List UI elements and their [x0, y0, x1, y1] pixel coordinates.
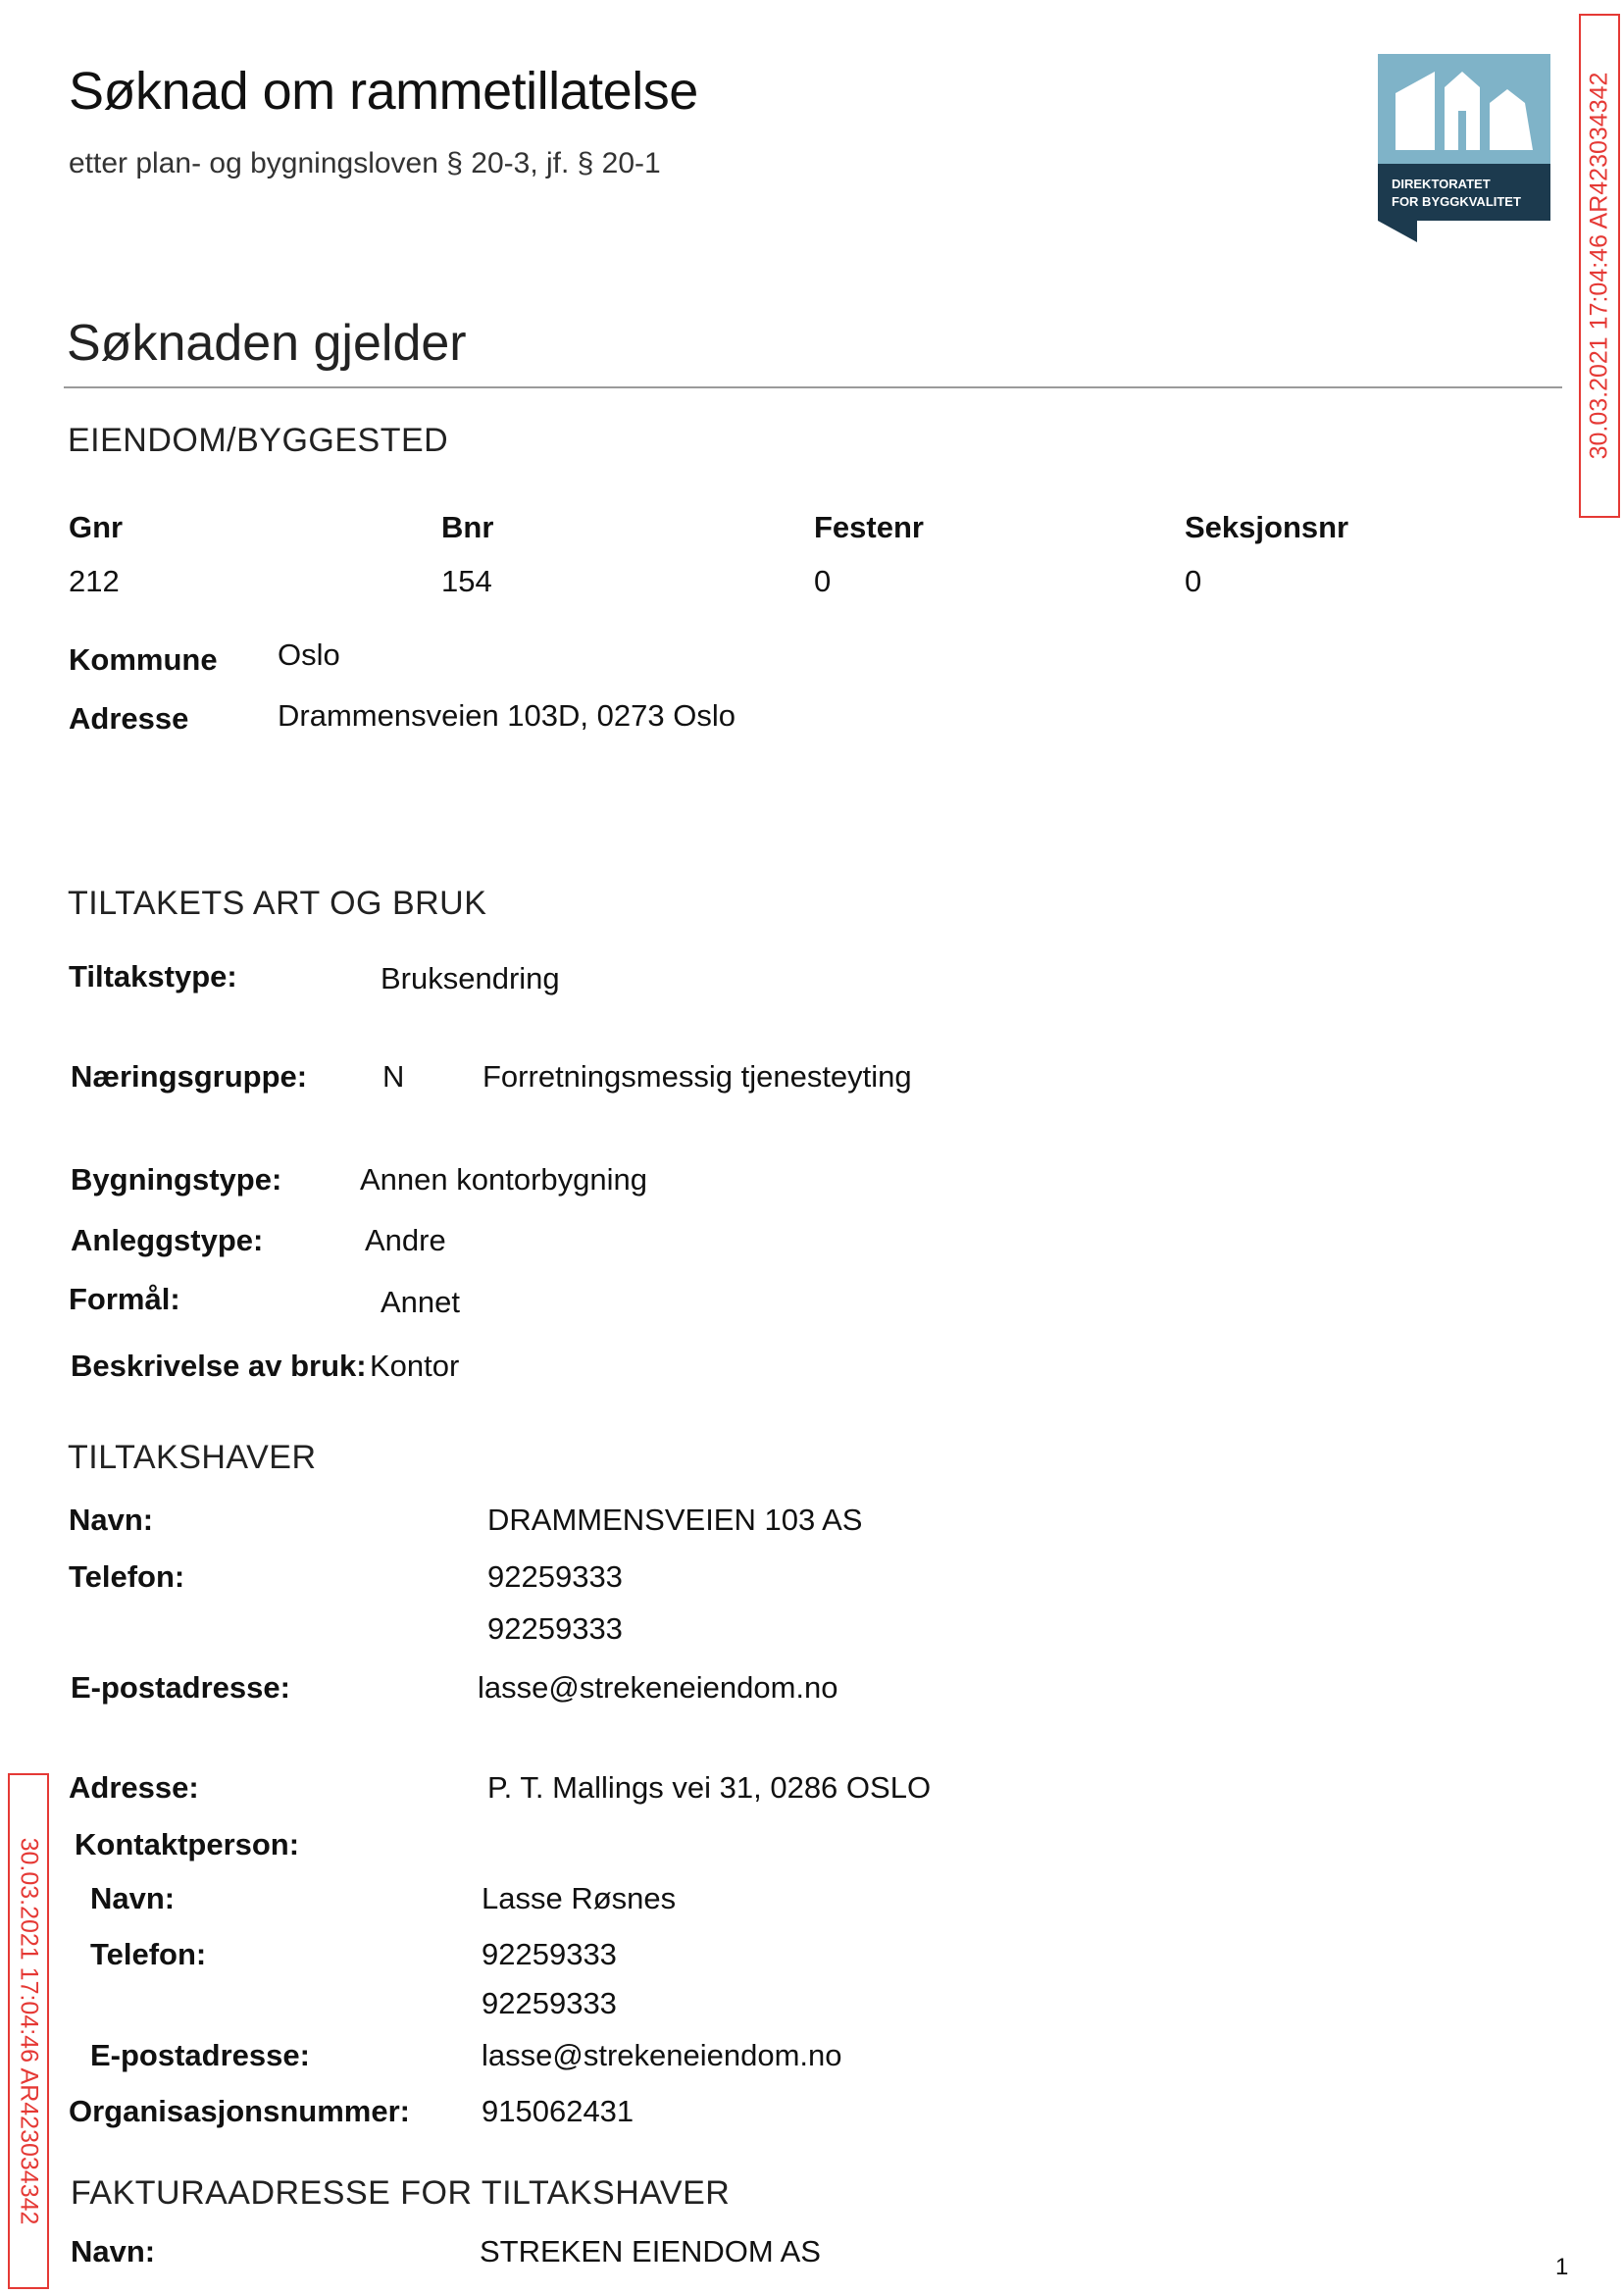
section-tiltakshaver: TILTAKSHAVER [68, 1439, 317, 1476]
kommune-label: Kommune [69, 642, 218, 677]
kontakt-epost-value: lasse@strekeneiendom.no [482, 2038, 842, 2072]
stamp-text: 30.03.2021 17:04:46 AR423034342 [1585, 72, 1613, 460]
logo-text-line2: FOR BYGGKVALITET [1392, 194, 1521, 209]
section-eiendom: EIENDOM/BYGGESTED [68, 422, 449, 459]
document-title: Søknad om rammetillatelse [69, 62, 698, 121]
kontakt-navn-label: Navn: [90, 1881, 176, 1915]
naeringsgruppe-label: Næringsgruppe: [71, 1059, 308, 1094]
document-stamp-left [8, 1773, 49, 2289]
seksjonsnr-label: Seksjonsnr [1185, 510, 1349, 544]
naeringsgruppe-code: N [382, 1059, 405, 1094]
anleggstype-value: Andre [365, 1223, 446, 1257]
dibk-logo-graphic [1378, 54, 1550, 242]
page-number: 1 [1555, 2254, 1569, 2280]
telefon-value-1: 92259333 [487, 1559, 623, 1594]
orgnr-value: 915062431 [482, 2094, 634, 2128]
faktura-navn-value: STREKEN EIENDOM AS [480, 2234, 821, 2269]
festenr-value: 0 [814, 564, 832, 598]
navn-value: DRAMMENSVEIEN 103 AS [487, 1503, 863, 1537]
formal-label: Formål: [69, 1282, 180, 1316]
tiltakstype-value: Bruksendring [381, 961, 560, 995]
tiltakshaver-adresse-value: P. T. Mallings vei 31, 0286 OSLO [487, 1770, 932, 1805]
anleggstype-label: Anleggstype: [71, 1223, 264, 1257]
bnr-value: 154 [441, 564, 492, 598]
kommune-value: Oslo [278, 637, 340, 672]
formal-value: Annet [381, 1285, 461, 1319]
stamp-text: 30.03.2021 17:04:46 AR423034342 [15, 1837, 43, 2225]
kontakt-telefon-value-1: 92259333 [482, 1937, 617, 1971]
beskrivelse-label: Beskrivelse av bruk: [71, 1349, 367, 1383]
kontakt-telefon-value-2: 92259333 [482, 1986, 617, 2020]
seksjonsnr-value: 0 [1185, 564, 1202, 598]
naeringsgruppe-value: Forretningsmessig tjenesteyting [482, 1059, 912, 1094]
document-subtitle: etter plan- og bygningsloven § 20-3, jf. § 20-1 [69, 147, 661, 179]
kontakt-epost-label: E-postadresse: [90, 2038, 310, 2072]
dibk-logo [1378, 54, 1550, 242]
kontakt-navn-value: Lasse Røsnes [482, 1881, 677, 1915]
logo-text-line1: DIREKTORATET [1392, 177, 1491, 191]
bygningstype-label: Bygningstype: [71, 1162, 282, 1197]
bygningstype-value: Annen kontorbygning [360, 1162, 648, 1197]
festenr-label: Festenr [814, 510, 924, 544]
document-stamp-right [1579, 14, 1620, 518]
tiltakstype-label: Tiltakstype: [69, 959, 237, 994]
faktura-navn-label: Navn: [71, 2234, 156, 2269]
section-fakturaadresse: FAKTURAADRESSE FOR TILTAKSHAVER [71, 2174, 731, 2212]
heading-divider [64, 386, 1562, 388]
telefon-value-2: 92259333 [487, 1611, 623, 1646]
orgnr-label: Organisasjonsnummer: [69, 2094, 410, 2128]
kontakt-telefon-label: Telefon: [90, 1937, 207, 1971]
adresse-label: Adresse [69, 701, 189, 736]
heading-soknaden-gjelder: Søknaden gjelder [67, 315, 467, 372]
gnr-label: Gnr [69, 510, 124, 544]
kontaktperson-label: Kontaktperson: [75, 1827, 300, 1861]
section-tiltak: TILTAKETS ART OG BRUK [68, 885, 487, 922]
epost-label: E-postadresse: [71, 1670, 290, 1705]
adresse-value: Drammensveien 103D, 0273 Oslo [278, 698, 736, 733]
telefon-label: Telefon: [69, 1559, 185, 1594]
bnr-label: Bnr [441, 510, 494, 544]
epost-value: lasse@strekeneiendom.no [478, 1670, 838, 1705]
navn-label: Navn: [69, 1503, 154, 1537]
tiltakshaver-adresse-label: Adresse: [69, 1770, 199, 1805]
beskrivelse-value: Kontor [370, 1349, 460, 1383]
gnr-value: 212 [69, 564, 120, 598]
